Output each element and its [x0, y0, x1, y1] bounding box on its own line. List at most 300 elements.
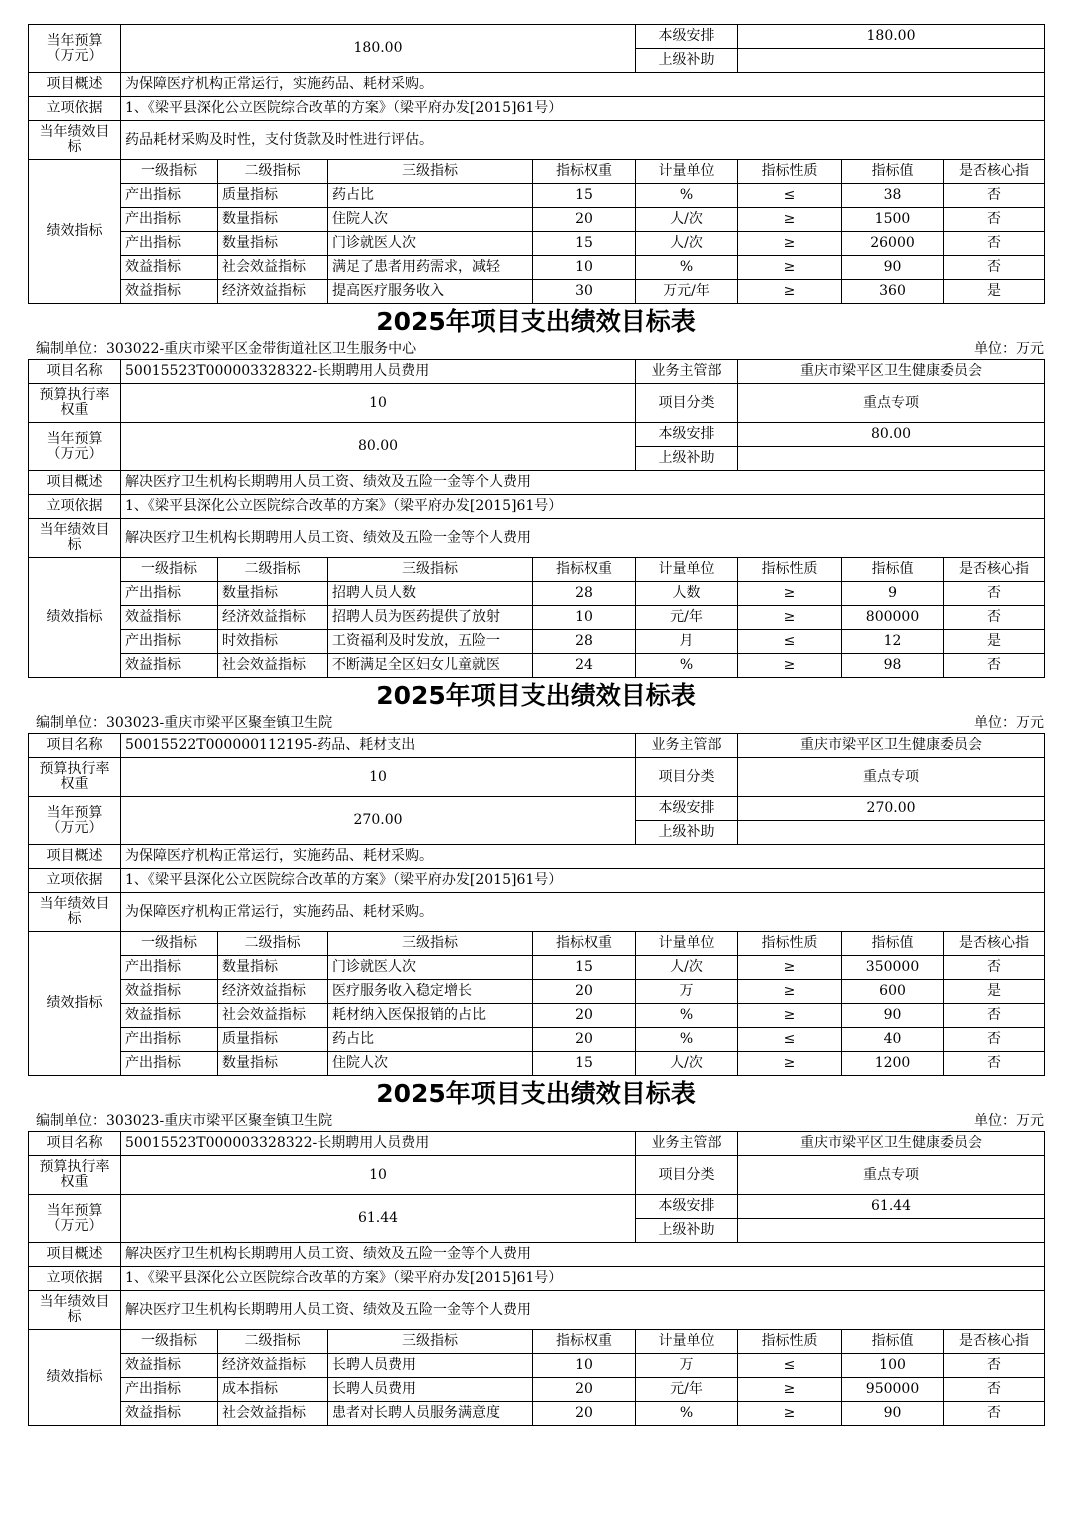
perf-cell: 100	[842, 1354, 944, 1378]
row-exec-weight	[29, 1156, 1045, 1195]
budget-total: 80.00	[121, 423, 636, 471]
perf-cell: 产出指标	[121, 956, 218, 980]
row-basis	[29, 869, 1045, 893]
perf-row	[29, 630, 1045, 654]
label-basis: 立项依据	[29, 495, 121, 519]
perf-cell: 不断满足全区妇女儿童就医	[328, 654, 533, 678]
perf-cell: 满足了患者用药需求，减轻	[328, 256, 533, 280]
perf-cell: ≥	[738, 256, 842, 280]
perf-cell: 否	[944, 256, 1045, 280]
label-project-name: 项目名称	[29, 1132, 121, 1156]
section-title: 2025年项目支出绩效目标表	[376, 307, 696, 336]
perf-cell: ≤	[738, 630, 842, 654]
perf-cell: 20	[533, 1028, 636, 1052]
perf-header: 是否核心指	[944, 160, 1045, 184]
perf-cell: 10	[533, 606, 636, 630]
label-budget: 当年预算（万元）	[29, 1195, 121, 1243]
perf-cell: 质量指标	[218, 1028, 328, 1052]
perf-cell: 效益指标	[121, 1354, 218, 1378]
project-name: 50015523T000003328322-长期聘用人员费用	[121, 360, 636, 384]
perf-cell: 人/次	[636, 232, 738, 256]
perf-cell: %	[636, 1028, 738, 1052]
project-section	[28, 678, 1046, 1076]
label-budget: 当年预算（万元）	[29, 797, 121, 845]
label-exec-weight: 预算执行率权重	[29, 758, 121, 797]
row-overview	[29, 845, 1045, 869]
overview: 解决医疗卫生机构长期聘用人员工资、绩效及五险一金等个人费用	[121, 1243, 1045, 1267]
perf-cell: 350000	[842, 956, 944, 980]
perf-cell: 住院人次	[328, 1052, 533, 1076]
perf-row	[29, 1378, 1045, 1402]
perf-cell: 1500	[842, 208, 944, 232]
perf-cell: 医疗服务收入稳定增长	[328, 980, 533, 1004]
perf-cell: 否	[944, 1354, 1045, 1378]
label-basis: 立项依据	[29, 1267, 121, 1291]
perf-cell: 28	[533, 582, 636, 606]
perf-header: 指标权重	[533, 160, 636, 184]
perf-cell: 否	[944, 1052, 1045, 1076]
perf-cell: %	[636, 256, 738, 280]
perf-cell: 12	[842, 630, 944, 654]
perf-row	[29, 654, 1045, 678]
overview: 解决医疗卫生机构长期聘用人员工资、绩效及五险一金等个人费用	[121, 471, 1045, 495]
org-prefix: 编制单位：	[36, 341, 106, 357]
unit-label: 单位：万元	[974, 1113, 1044, 1129]
org-info	[36, 339, 416, 359]
document-page	[28, 24, 1046, 1426]
budget-total: 61.44	[121, 1195, 636, 1243]
unit-label: 单位：万元	[974, 715, 1044, 731]
label-supervisor: 业务主管部	[636, 1132, 738, 1156]
goal: 药品耗材采购及时性，支付货款及时性进行评估。	[121, 121, 1045, 160]
row-budget	[29, 423, 1045, 447]
supervisor: 重庆市梁平区卫生健康委员会	[738, 1132, 1045, 1156]
perf-cell: 月	[636, 630, 738, 654]
row-budget	[29, 1195, 1045, 1219]
perf-cell: 耗材纳入医保报销的占比	[328, 1004, 533, 1028]
budget-total: 270.00	[121, 797, 636, 845]
perf-cell: 数量指标	[218, 208, 328, 232]
perf-cell: %	[636, 184, 738, 208]
label-superior: 上级补助	[636, 821, 738, 845]
perf-cell: 90	[842, 1402, 944, 1426]
perf-cell: 是	[944, 630, 1045, 654]
perf-header: 是否核心指	[944, 558, 1045, 582]
perf-cell: 效益指标	[121, 1004, 218, 1028]
perf-cell: 数量指标	[218, 582, 328, 606]
row-budget	[29, 25, 1045, 49]
perf-cell: 产出指标	[121, 1028, 218, 1052]
perf-cell: ≥	[738, 956, 842, 980]
perf-cell: 15	[533, 1052, 636, 1076]
perf-header: 指标性质	[738, 160, 842, 184]
perf-cell: ≥	[738, 1004, 842, 1028]
perf-cell: 社会效益指标	[218, 256, 328, 280]
perf-cell: 产出指标	[121, 630, 218, 654]
perf-cell: ≥	[738, 280, 842, 304]
performance-table	[28, 24, 1045, 304]
perf-cell: ≥	[738, 208, 842, 232]
label-exec-weight: 预算执行率权重	[29, 1156, 121, 1195]
row-budget	[29, 797, 1045, 821]
basis: 1、《梁平县深化公立医院综合改革的方案》（梁平府办发[2015]61号）	[121, 1267, 1045, 1291]
perf-row	[29, 606, 1045, 630]
perf-header-row	[29, 558, 1045, 582]
perf-header: 三级指标	[328, 160, 533, 184]
label-overview: 项目概述	[29, 845, 121, 869]
perf-cell: 万	[636, 980, 738, 1004]
budget-superior	[738, 447, 1045, 471]
label-goal: 当年绩效目标	[29, 893, 121, 932]
budget-superior	[738, 821, 1045, 845]
label-budget: 当年预算（万元）	[29, 25, 121, 73]
perf-cell: 数量指标	[218, 232, 328, 256]
goal: 为保障医疗机构正常运行，实施药品、耗材采购。	[121, 893, 1045, 932]
perf-row	[29, 280, 1045, 304]
perf-header: 指标值	[842, 1330, 944, 1354]
perf-header: 是否核心指	[944, 932, 1045, 956]
perf-cell: 98	[842, 654, 944, 678]
perf-cell: 社会效益指标	[218, 654, 328, 678]
goal: 解决医疗卫生机构长期聘用人员工资、绩效及五险一金等个人费用	[121, 519, 1045, 558]
perf-cell: 否	[944, 232, 1045, 256]
perf-cell: 人/次	[636, 956, 738, 980]
row-project-name	[29, 1132, 1045, 1156]
row-overview	[29, 1243, 1045, 1267]
perf-cell: 经济效益指标	[218, 980, 328, 1004]
perf-cell: ≥	[738, 606, 842, 630]
label-category: 项目分类	[636, 384, 738, 423]
perf-cell: 40	[842, 1028, 944, 1052]
perf-header: 指标权重	[533, 1330, 636, 1354]
perf-cell: 28	[533, 630, 636, 654]
label-local: 本级安排	[636, 797, 738, 821]
label-overview: 项目概述	[29, 471, 121, 495]
perf-cell: 数量指标	[218, 1052, 328, 1076]
performance-table	[28, 1131, 1045, 1426]
perf-cell: 提高医疗服务收入	[328, 280, 533, 304]
org-prefix: 编制单位：	[36, 1113, 106, 1129]
budget-superior	[738, 1219, 1045, 1243]
perf-cell: 1200	[842, 1052, 944, 1076]
row-goal	[29, 121, 1045, 160]
basis: 1、《梁平县深化公立医院综合改革的方案》（梁平府办发[2015]61号）	[121, 495, 1045, 519]
perf-cell: 800000	[842, 606, 944, 630]
perf-header: 计量单位	[636, 558, 738, 582]
budget-superior	[738, 49, 1045, 73]
perf-cell: ≤	[738, 184, 842, 208]
perf-cell: 15	[533, 956, 636, 980]
label-basis: 立项依据	[29, 97, 121, 121]
label-overview: 项目概述	[29, 73, 121, 97]
row-exec-weight	[29, 384, 1045, 423]
perf-cell: ≥	[738, 1402, 842, 1426]
perf-cell: 9	[842, 582, 944, 606]
perf-cell: 效益指标	[121, 1402, 218, 1426]
perf-cell: 是	[944, 980, 1045, 1004]
overview: 为保障医疗机构正常运行，实施药品、耗材采购。	[121, 845, 1045, 869]
perf-cell: 否	[944, 606, 1045, 630]
perf-cell: 20	[533, 208, 636, 232]
label-local: 本级安排	[636, 423, 738, 447]
perf-cell: 效益指标	[121, 280, 218, 304]
perf-cell: 长聘人员费用	[328, 1354, 533, 1378]
label-project-name: 项目名称	[29, 360, 121, 384]
goal: 解决医疗卫生机构长期聘用人员工资、绩效及五险一金等个人费用	[121, 1291, 1045, 1330]
row-project-name	[29, 360, 1045, 384]
perf-cell: 10	[533, 1354, 636, 1378]
performance-table	[28, 733, 1045, 1076]
project-name: 50015523T000003328322-长期聘用人员费用	[121, 1132, 636, 1156]
perf-cell: %	[636, 654, 738, 678]
perf-row	[29, 232, 1045, 256]
perf-cell: 效益指标	[121, 606, 218, 630]
perf-header: 指标性质	[738, 932, 842, 956]
perf-cell: 产出指标	[121, 184, 218, 208]
performance-table	[28, 359, 1045, 678]
label-basis: 立项依据	[29, 869, 121, 893]
perf-cell: 社会效益指标	[218, 1004, 328, 1028]
perf-cell: 药占比	[328, 184, 533, 208]
perf-cell: 工资福利及时发放，五险一	[328, 630, 533, 654]
perf-row	[29, 1028, 1045, 1052]
perf-cell: 90	[842, 1004, 944, 1028]
perf-header: 三级指标	[328, 932, 533, 956]
row-basis	[29, 495, 1045, 519]
perf-header: 一级指标	[121, 558, 218, 582]
row-goal	[29, 893, 1045, 932]
perf-cell: ≥	[738, 654, 842, 678]
basis: 1、《梁平县深化公立医院综合改革的方案》（梁平府办发[2015]61号）	[121, 869, 1045, 893]
perf-cell: 20	[533, 1378, 636, 1402]
perf-cell: 否	[944, 184, 1045, 208]
label-local: 本级安排	[636, 1195, 738, 1219]
row-exec-weight	[29, 758, 1045, 797]
org-name: 303023-重庆市梁平区聚奎镇卫生院	[106, 715, 333, 731]
perf-row	[29, 1402, 1045, 1426]
label-perf: 绩效指标	[29, 1330, 121, 1426]
label-perf: 绩效指标	[29, 932, 121, 1076]
perf-header: 计量单位	[636, 932, 738, 956]
row-goal	[29, 519, 1045, 558]
perf-header: 指标性质	[738, 1330, 842, 1354]
label-superior: 上级补助	[636, 1219, 738, 1243]
perf-cell: 时效指标	[218, 630, 328, 654]
label-goal: 当年绩效目标	[29, 519, 121, 558]
perf-header: 二级指标	[218, 1330, 328, 1354]
label-category: 项目分类	[636, 758, 738, 797]
perf-cell: ≥	[738, 1378, 842, 1402]
perf-cell: 15	[533, 184, 636, 208]
perf-cell: ≥	[738, 1052, 842, 1076]
perf-row	[29, 582, 1045, 606]
budget-local: 270.00	[738, 797, 1045, 821]
budget-local: 80.00	[738, 423, 1045, 447]
perf-header: 是否核心指	[944, 1330, 1045, 1354]
perf-header: 指标性质	[738, 558, 842, 582]
supervisor: 重庆市梁平区卫生健康委员会	[738, 360, 1045, 384]
perf-header: 指标值	[842, 558, 944, 582]
perf-cell: 人/次	[636, 208, 738, 232]
perf-cell: 经济效益指标	[218, 1354, 328, 1378]
perf-header: 一级指标	[121, 932, 218, 956]
overview: 为保障医疗机构正常运行，实施药品、耗材采购。	[121, 73, 1045, 97]
row-project-name	[29, 734, 1045, 758]
perf-header: 三级指标	[328, 1330, 533, 1354]
unit-label: 单位：万元	[974, 341, 1044, 357]
perf-row	[29, 956, 1045, 980]
row-overview	[29, 471, 1045, 495]
perf-cell: 元/年	[636, 1378, 738, 1402]
perf-cell: 600	[842, 980, 944, 1004]
perf-cell: 招聘人员为医药提供了放射	[328, 606, 533, 630]
perf-row	[29, 1004, 1045, 1028]
perf-cell: 26000	[842, 232, 944, 256]
perf-cell: 效益指标	[121, 980, 218, 1004]
perf-cell: ≤	[738, 1028, 842, 1052]
perf-cell: 否	[944, 654, 1045, 678]
perf-cell: 否	[944, 1028, 1045, 1052]
label-goal: 当年绩效目标	[29, 121, 121, 160]
perf-header: 二级指标	[218, 932, 328, 956]
perf-cell: 经济效益指标	[218, 280, 328, 304]
label-supervisor: 业务主管部	[636, 734, 738, 758]
perf-header: 指标权重	[533, 558, 636, 582]
perf-cell: 人/次	[636, 1052, 738, 1076]
perf-row	[29, 1354, 1045, 1378]
perf-row	[29, 980, 1045, 1004]
perf-cell: 招聘人员人数	[328, 582, 533, 606]
perf-header-row	[29, 1330, 1045, 1354]
perf-row	[29, 208, 1045, 232]
section-title: 2025年项目支出绩效目标表	[376, 1079, 696, 1108]
label-superior: 上级补助	[636, 49, 738, 73]
perf-cell: 38	[842, 184, 944, 208]
org-info	[36, 713, 332, 733]
label-overview: 项目概述	[29, 1243, 121, 1267]
perf-cell: 社会效益指标	[218, 1402, 328, 1426]
perf-cell: 否	[944, 208, 1045, 232]
perf-cell: 20	[533, 1402, 636, 1426]
exec-weight: 10	[121, 758, 636, 797]
perf-cell: 成本指标	[218, 1378, 328, 1402]
perf-cell: 万	[636, 1354, 738, 1378]
perf-cell: 是	[944, 280, 1045, 304]
exec-weight: 10	[121, 1156, 636, 1195]
perf-cell: ≥	[738, 232, 842, 256]
perf-header: 计量单位	[636, 1330, 738, 1354]
perf-cell: 950000	[842, 1378, 944, 1402]
perf-cell: 人数	[636, 582, 738, 606]
org-line	[28, 339, 1044, 359]
perf-cell: 产出指标	[121, 1052, 218, 1076]
perf-header: 指标权重	[533, 932, 636, 956]
org-name: 303023-重庆市梁平区聚奎镇卫生院	[106, 1113, 333, 1129]
perf-header: 指标值	[842, 932, 944, 956]
perf-row	[29, 184, 1045, 208]
category: 重点专项	[738, 384, 1045, 423]
org-info	[36, 1111, 332, 1131]
label-exec-weight: 预算执行率权重	[29, 384, 121, 423]
perf-row	[29, 1052, 1045, 1076]
label-perf: 绩效指标	[29, 160, 121, 304]
perf-cell: 门诊就医人次	[328, 956, 533, 980]
project-name: 50015522T000000112195-药品、耗材支出	[121, 734, 636, 758]
category: 重点专项	[738, 1156, 1045, 1195]
perf-header-row	[29, 932, 1045, 956]
org-line	[28, 713, 1044, 733]
row-basis	[29, 97, 1045, 121]
perf-header: 计量单位	[636, 160, 738, 184]
perf-header: 指标值	[842, 160, 944, 184]
perf-row	[29, 256, 1045, 280]
project-section	[28, 304, 1046, 678]
perf-cell: 30	[533, 280, 636, 304]
category: 重点专项	[738, 758, 1045, 797]
perf-cell: 经济效益指标	[218, 606, 328, 630]
perf-cell: ≥	[738, 582, 842, 606]
project-section	[28, 24, 1046, 304]
perf-cell: 效益指标	[121, 256, 218, 280]
perf-cell: 效益指标	[121, 654, 218, 678]
label-category: 项目分类	[636, 1156, 738, 1195]
perf-cell: 否	[944, 582, 1045, 606]
perf-cell: 否	[944, 1004, 1045, 1028]
perf-header: 三级指标	[328, 558, 533, 582]
perf-cell: 90	[842, 256, 944, 280]
perf-cell: 否	[944, 1378, 1045, 1402]
perf-cell: 10	[533, 256, 636, 280]
perf-cell: 产出指标	[121, 582, 218, 606]
perf-cell: 患者对长聘人员服务满意度	[328, 1402, 533, 1426]
org-name: 303022-重庆市梁平区金带街道社区卫生服务中心	[106, 341, 417, 357]
perf-cell: 24	[533, 654, 636, 678]
perf-cell: 产出指标	[121, 208, 218, 232]
perf-header: 二级指标	[218, 160, 328, 184]
perf-cell: 药占比	[328, 1028, 533, 1052]
budget-local: 61.44	[738, 1195, 1045, 1219]
label-project-name: 项目名称	[29, 734, 121, 758]
label-perf: 绩效指标	[29, 558, 121, 678]
label-budget: 当年预算（万元）	[29, 423, 121, 471]
perf-cell: %	[636, 1402, 738, 1426]
perf-cell: 住院人次	[328, 208, 533, 232]
perf-cell: 360	[842, 280, 944, 304]
supervisor: 重庆市梁平区卫生健康委员会	[738, 734, 1045, 758]
perf-header: 一级指标	[121, 160, 218, 184]
row-overview	[29, 73, 1045, 97]
exec-weight: 10	[121, 384, 636, 423]
perf-cell: 门诊就医人次	[328, 232, 533, 256]
perf-header-row	[29, 160, 1045, 184]
project-section	[28, 1076, 1046, 1426]
perf-cell: ≥	[738, 980, 842, 1004]
label-local: 本级安排	[636, 25, 738, 49]
org-prefix: 编制单位：	[36, 715, 106, 731]
label-goal: 当年绩效目标	[29, 1291, 121, 1330]
perf-cell: 万元/年	[636, 280, 738, 304]
perf-cell: 质量指标	[218, 184, 328, 208]
row-goal	[29, 1291, 1045, 1330]
label-superior: 上级补助	[636, 447, 738, 471]
perf-cell: 产出指标	[121, 1378, 218, 1402]
section-title: 2025年项目支出绩效目标表	[376, 681, 696, 710]
perf-cell: 15	[533, 232, 636, 256]
row-basis	[29, 1267, 1045, 1291]
perf-header: 二级指标	[218, 558, 328, 582]
perf-cell: ≤	[738, 1354, 842, 1378]
budget-local: 180.00	[738, 25, 1045, 49]
